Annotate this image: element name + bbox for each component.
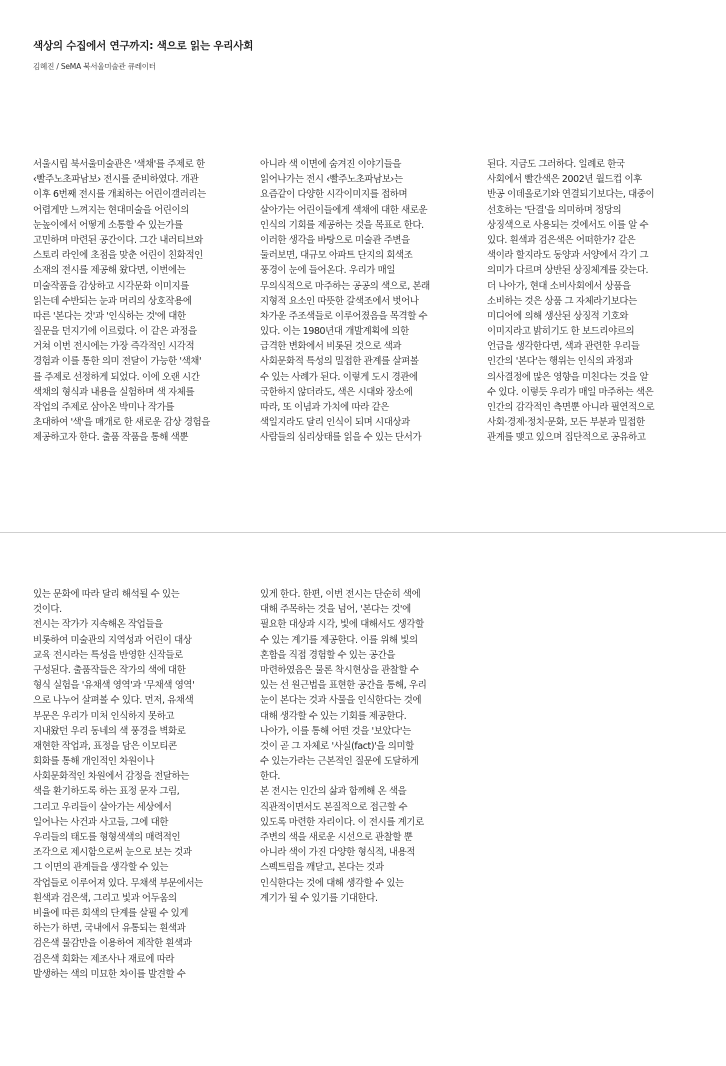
text-line: 우리들의 태도를 형형색색의 매력적인 — [33, 832, 181, 843]
text-line: 색일지라도 달리 인식이 되며 시대상과 — [260, 417, 410, 429]
text-line: 혼합을 직접 경험할 수 있는 공간을 — [260, 649, 396, 661]
text-line: 소재의 전시를 제공해 왔다면, 이번에는 — [33, 265, 186, 277]
text-line: 따라, 또 이념과 가치에 따라 같은 — [260, 402, 389, 413]
text-line: 것이다. — [33, 604, 62, 616]
text-line: 소비하는 것은 상품 그 자체라기보다는 — [487, 295, 637, 307]
text-column-top-3 — [487, 157, 699, 446]
text-line: 수 있는 사례가 된다. 이렇게 도시 경관에 — [260, 371, 418, 383]
text-line: 아니라 색이 가진 다양한 형식적, 내용적 — [260, 847, 416, 859]
text-line: 따른 '본다는 것'과 '인식하는 것'에 대한 — [33, 310, 186, 322]
text-line: 사람들의 심리상태를 읽을 수 있는 단서가 — [260, 432, 422, 444]
text-line: 대해 생각할 수 있는 기회를 제공한다. — [260, 710, 407, 722]
text-line: 고민하며 마련된 공간이다. 그간 내러티브와 — [33, 234, 203, 246]
text-line: 더 나아가, 현대 소비사회에서 상품을 — [487, 280, 631, 292]
article-title: 색상의 수집에서 연구까지: 색으로 읽는 우리사회 — [33, 40, 254, 52]
text-line: 미술작품을 감상하고 시각문화 이미지를 — [33, 280, 189, 292]
text-line: 읽어나가는 전시 ‹빨주노초파남보›는 — [260, 174, 403, 186]
text-line: 무의식적으로 마주하는 공공의 색으로, 본래 — [260, 280, 430, 292]
text-line: 것이 곧 그 자체로 '사실(fact)'을 의미할 — [260, 740, 414, 752]
article-header — [33, 38, 693, 72]
text-line: 요즘같이 다양한 시각이미지를 접하며 — [260, 189, 408, 201]
text-line: 된다. 지금도 그러하다. 일례로 한국 — [487, 159, 625, 170]
text-line: 회화를 통해 개인적인 차원이나 — [33, 756, 155, 768]
text-line: 눈높이에서 어떻게 소통할 수 있는가를 — [33, 219, 183, 231]
text-line: 스펙트럼을 깨닫고, 본다는 것과 — [260, 862, 384, 874]
text-line: 형식 실험을 '유채색 영역'과 '무채색 영역' — [33, 680, 195, 692]
text-line: 주변의 색을 새로운 시선으로 관찰할 뿐 — [260, 832, 413, 843]
text-line: 수 있다. 이렇듯 우리가 매일 마주하는 색은 — [487, 386, 654, 398]
text-line: 있도록 마련한 자리이다. 이 전시를 계기로 — [260, 816, 424, 828]
text-line: 으로 나누어 살펴볼 수 있다. 먼저, 유채색 — [33, 695, 194, 707]
text-line: 색을 환기하도록 하는 표정 문자 그림, — [33, 786, 180, 798]
article-author: 김혜진 / SeMA 북서울미술관 큐레이터 — [33, 62, 156, 71]
text-line: 스토리 라인에 초점을 맞춘 어린이 친화적인 — [33, 250, 203, 262]
text-line: 하는가 하면, 국내에서 유통되는 흰색과 — [33, 923, 186, 935]
text-line: 색이라 할지라도 동양과 서양에서 각기 그 — [487, 250, 649, 262]
text-line: 있다. 이는 1980년대 개발계획에 의한 — [260, 326, 409, 338]
text-line: 그 이면의 관계들을 생각할 수 있는 — [33, 862, 169, 874]
text-line: 있는 문화에 따라 달리 해석될 수 있는 — [33, 589, 180, 600]
text-line: 언급을 생각한다면, 색과 관련한 우리들 — [487, 341, 640, 353]
text-line: 둘러보면, 대규모 아파트 단지의 회색조 — [260, 250, 413, 262]
text-line: 교육 전시라는 특성을 반영한 신작들로 — [33, 649, 183, 661]
text-line: 있는 선 원근법을 표현한 공간을 통해, 우리 — [260, 680, 427, 692]
text-line: 일어나는 사건과 사고들, 그에 대한 — [33, 816, 169, 828]
text-line: 관계를 맺고 있으며 집단적으로 공유하고 — [487, 432, 646, 444]
text-line: 나아가, 이를 통해 어떤 것을 '보았다'는 — [260, 725, 411, 737]
text-line: 부문은 우리가 미처 인식하지 못하고 — [33, 710, 175, 722]
text-line: 본 전시는 인간의 삶과 함께해 온 색을 — [260, 786, 407, 798]
text-line: 사회문화적 특성의 밀접한 관계를 살펴볼 — [260, 356, 419, 368]
text-line: 선호하는 '단결'을 의미하며 정당의 — [487, 204, 622, 216]
text-line: 발생하는 색의 미묘한 차이를 발견할 수 — [33, 968, 186, 980]
text-line: 수 있는가라는 근본적인 질문에 도달하게 — [260, 756, 419, 768]
text-line: 서울시립 북서울미술관은 '색채'를 주제로 한 — [33, 159, 205, 170]
text-line: 질문을 던지기에 이르렀다. 이 같은 과정을 — [33, 326, 197, 338]
text-line: 이러한 생각을 바탕으로 미술관 주변을 — [260, 234, 410, 246]
text-line: 지형적 요소인 따뜻한 갈색조에서 벗어나 — [260, 295, 419, 307]
text-line: ‹빨주노초파남보› 전시를 준비하였다. 개관 — [33, 174, 199, 186]
text-line: 눈이 본다는 것과 사물을 인식한다는 것에 — [260, 695, 422, 707]
text-line: 국한하지 않더라도, 색은 시대와 장소에 — [260, 386, 413, 398]
text-line: 사회에서 빨간색은 2002년 월드컵 이후 — [487, 174, 642, 186]
text-column-top-1 — [33, 157, 245, 446]
text-line: 전시는 작가가 지속해온 작업들을 — [33, 619, 163, 631]
text-column-bottom-1 — [33, 587, 245, 982]
text-line: 거쳐 이번 전시에는 가장 즉각적인 시각적 — [33, 341, 195, 353]
text-line: 재현한 작업과, 표정을 담은 이모티콘 — [33, 740, 177, 752]
text-line: 사회·경제·정치·문화, 모든 부분과 밀접한 — [487, 417, 645, 429]
text-line: 읽는데 수반되는 눈과 머리의 상호작용에 — [33, 295, 192, 307]
text-line: 제공하고자 한다. 출품 작품을 통해 색뿐 — [33, 432, 189, 444]
text-line: 작업의 주제로 삼아온 박미나 작가를 — [33, 402, 175, 413]
text-line: 인간의 감각적인 측면뿐 아니라 필연적으로 — [487, 402, 655, 413]
text-line: 있게 한다. 한편, 이번 전시는 단순히 색에 — [260, 589, 421, 600]
text-line: 반공 이데올로기와 연결되기보다는, 대중이 — [487, 189, 655, 201]
text-line: 상징색으로 사용되는 것에서도 이를 알 수 — [487, 219, 649, 231]
text-line: 구성된다. 출품작들은 작가의 색에 대한 — [33, 664, 186, 676]
text-line: 차가운 주조색들로 이루어졌음을 목격할 수 — [260, 310, 428, 322]
text-line: 수 있는 계기를 제공한다. 이를 위해 빛의 — [260, 634, 418, 646]
text-line: 미디어에 의해 생산된 상징적 기호와 — [487, 310, 629, 322]
text-line: 이미지라고 밝히기도 한 보드리야르의 — [487, 326, 635, 338]
text-column-top-2 — [260, 157, 472, 446]
text-column-bottom-2 — [260, 587, 472, 906]
text-line: 비롯하여 미술관의 지역성과 어린이 대상 — [33, 634, 192, 646]
text-line: 급격한 변화에서 비롯된 것으로 색과 — [260, 341, 402, 353]
text-line: 한다. — [260, 771, 281, 783]
text-line: 풍경이 눈에 들어온다. 우리가 매일 — [260, 265, 396, 277]
page-divider — [0, 532, 726, 533]
text-line: 인식의 기회를 제공하는 것을 목표로 한다. — [260, 219, 424, 231]
text-line: 초대하여 '색'을 매개로 한 새로운 감상 경험을 — [33, 417, 210, 429]
text-line: 흰색과 검은색, 그리고 빛과 어두움의 — [33, 892, 177, 904]
text-line: 를 주제로 선정하게 되었다. 이에 오랜 시간 — [33, 371, 200, 383]
text-line: 의미가 다르며 상반된 상징체계를 갖는다. — [487, 265, 649, 277]
text-line: 직관적이면서도 본질적으로 접근할 수 — [260, 801, 408, 813]
text-line: 살아가는 어린이들에게 색채에 대한 새로운 — [260, 204, 428, 216]
text-line: 조각으로 제시함으로써 눈으로 보는 것과 — [33, 847, 192, 859]
text-line: 계기가 될 수 있기를 기대한다. — [260, 892, 378, 904]
text-line: 인식한다는 것에 대해 생각할 수 있는 — [260, 877, 404, 889]
text-line: 비율에 따른 회색의 단계를 살필 수 있게 — [33, 907, 189, 919]
text-line: 필요한 대상과 시각, 빛에 대해서도 생각할 — [260, 619, 424, 631]
text-line: 있다. 흰색과 검은색은 어떠한가? 같은 — [487, 234, 636, 246]
text-line: 마련하였음은 물론 착시현상을 관찰할 수 — [260, 664, 419, 676]
text-line: 경험과 이를 통한 의미 전달이 가능한 '색채' — [33, 356, 202, 368]
text-line: 검은색 물감만을 이용하여 제작한 흰색과 — [33, 938, 192, 950]
text-line: 인간의 '본다'는 행위는 인식의 과정과 — [487, 356, 633, 368]
text-line: 사회문화적인 차원에서 감정을 전달하는 — [33, 771, 189, 783]
text-line: 작업들로 이루어져 있다. 무채색 부문에서는 — [33, 877, 203, 889]
text-line: 대해 주목하는 것을 넘어, '본다는 것'에 — [260, 604, 411, 616]
text-line: 아니라 색 이면에 숨겨진 이야기들을 — [260, 159, 402, 170]
text-line: 색채의 형식과 내용을 실험하며 색 자체를 — [33, 386, 195, 398]
text-line: 이후 6번째 전시를 개최하는 어린이갤러리는 — [33, 189, 206, 201]
text-line: 검은색 회화는 제조사나 재료에 따라 — [33, 953, 175, 965]
text-line: 어렵게만 느껴지는 현대미술을 어린이의 — [33, 204, 189, 216]
text-line: 그리고 우리들이 살아가는 세상에서 — [33, 801, 172, 813]
text-line: 의사결정에 많은 영향을 미친다는 것을 알 — [487, 371, 649, 383]
text-line: 지내왔던 우리 동네의 색 풍경을 벽화로 — [33, 725, 186, 737]
